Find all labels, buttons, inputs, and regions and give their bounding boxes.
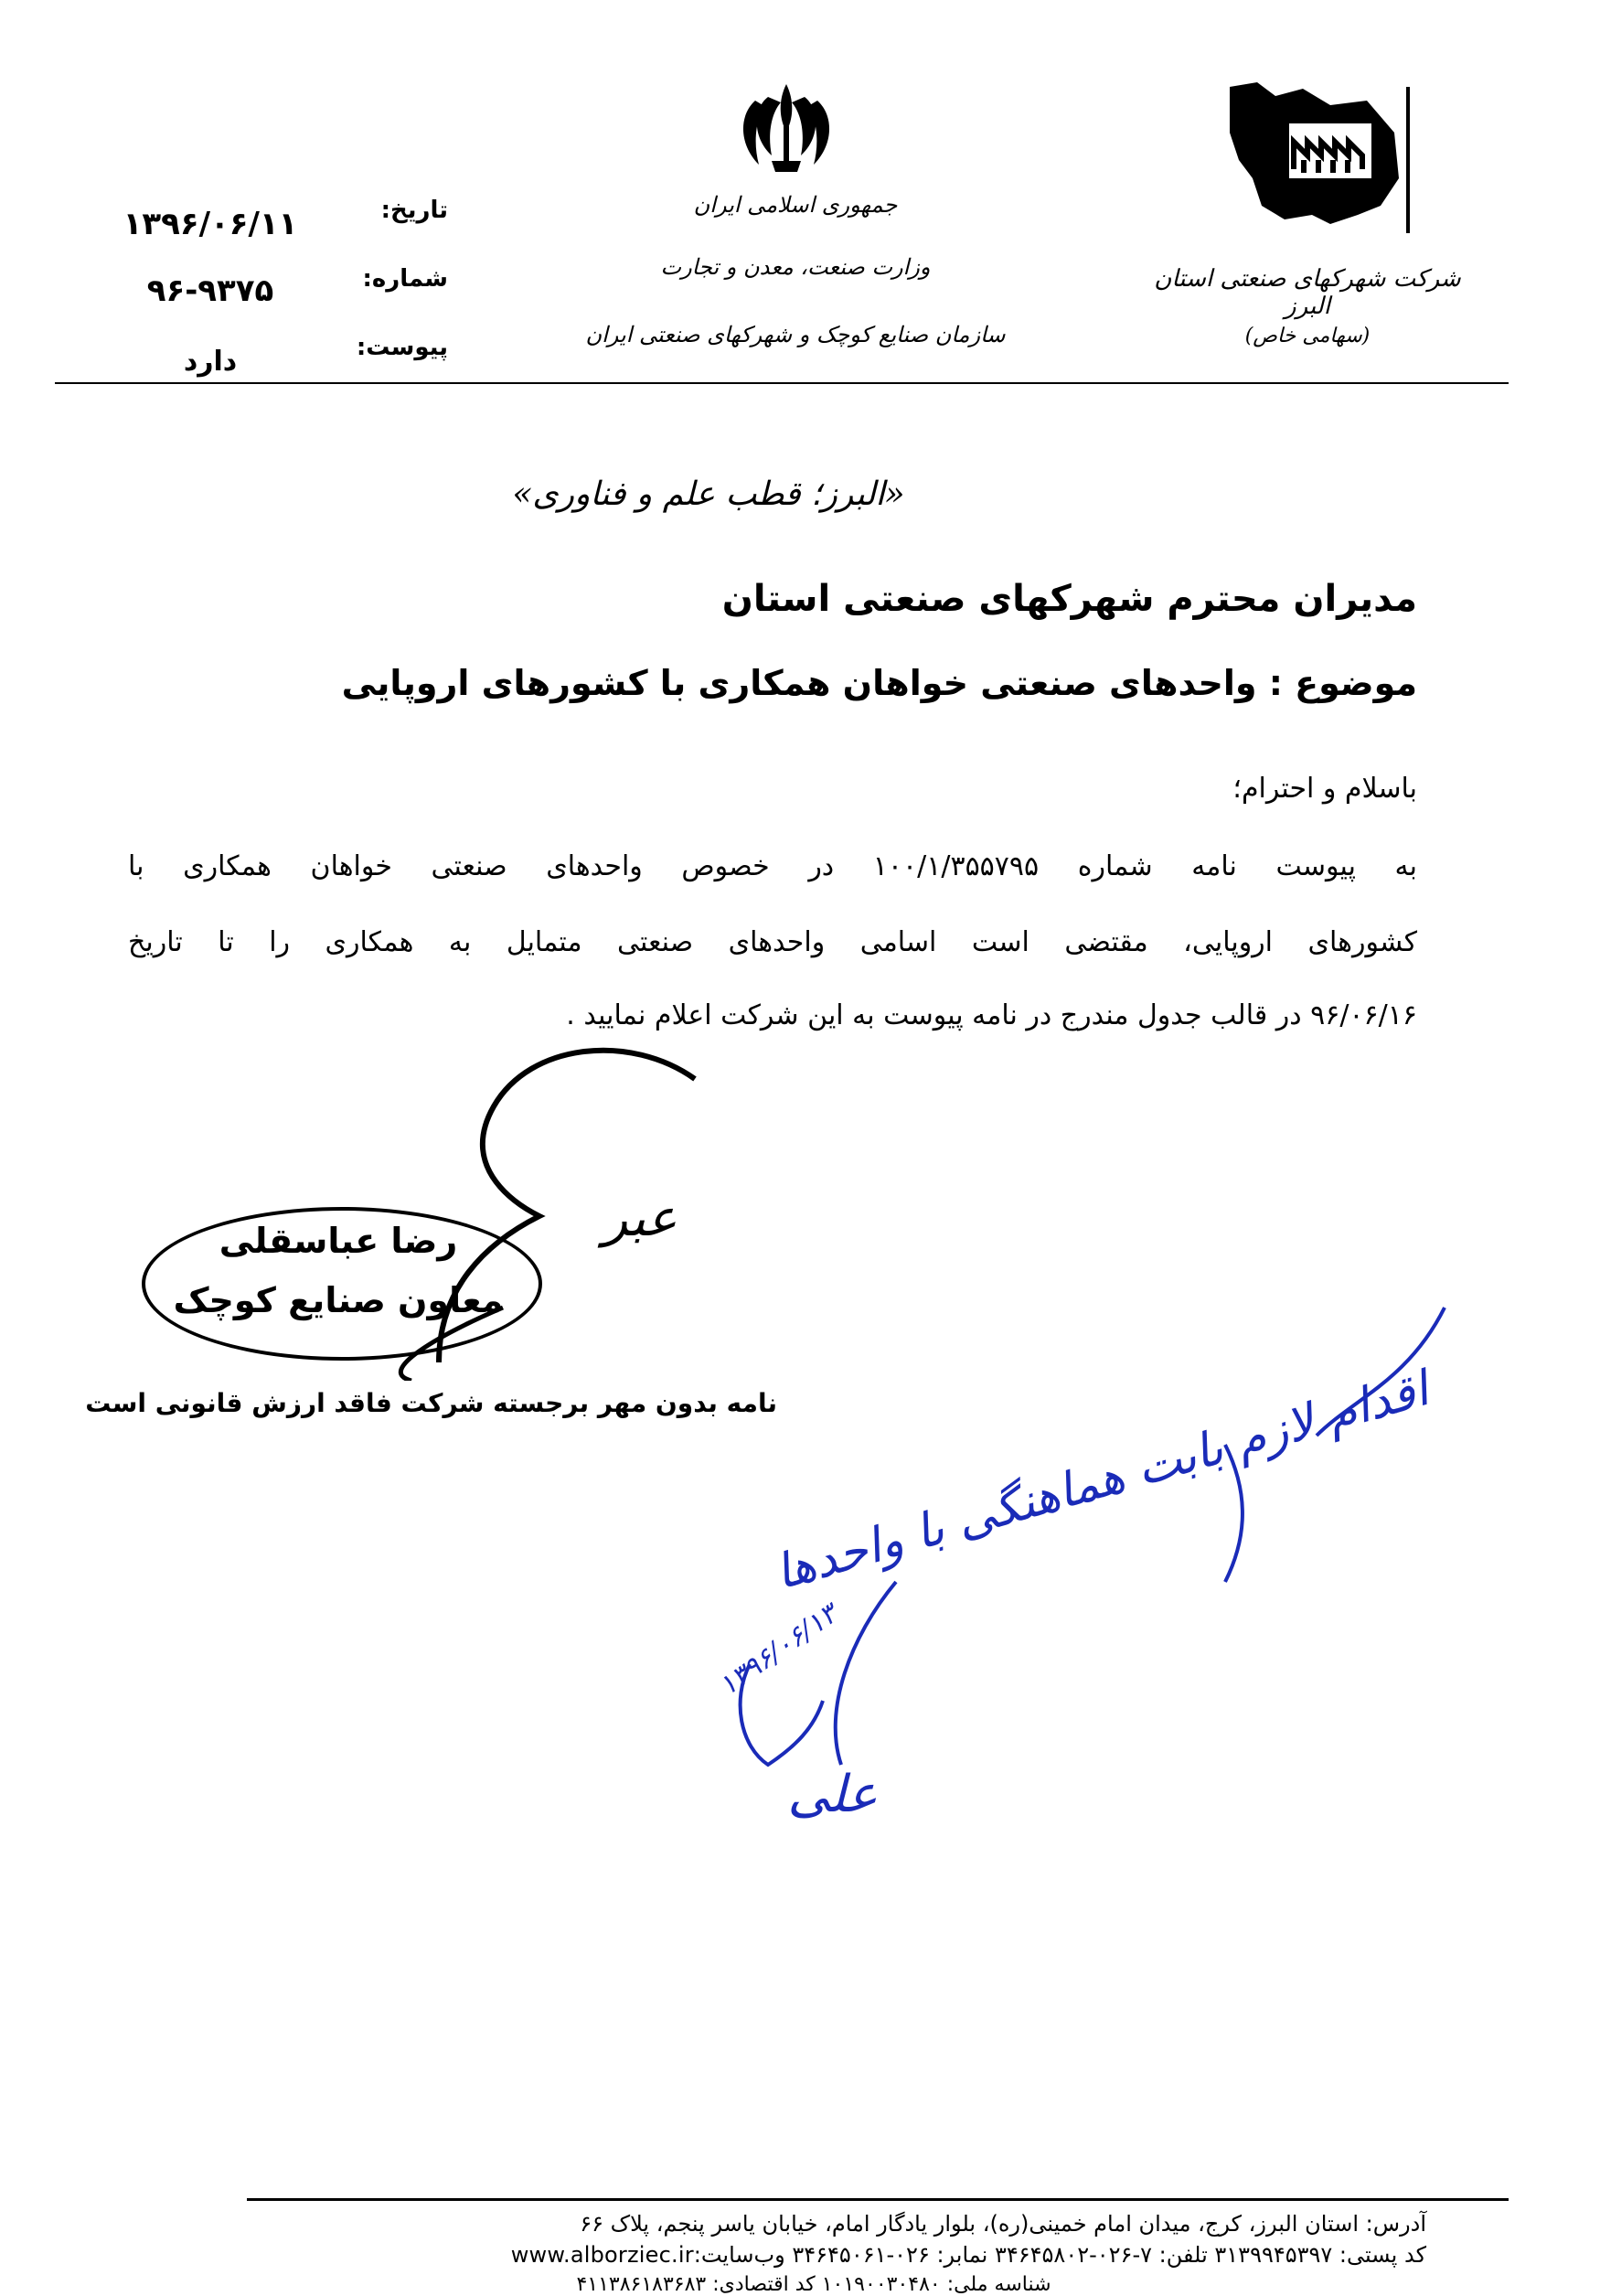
date-value: ۱۳۹۶/۰۶/۱۱ [123, 206, 298, 242]
body-line: کشورهای اروپایی، مقتضی است اسامی واحدهای صنعتی متمایل به همکاری را تا تاریخ [128, 926, 1417, 958]
body-line: به پیوست نامه شماره ۱۰۰/۱/۳۵۵۷۹۵ در خصوص واحدهای صنعتی خواهان همکاری با [128, 850, 1417, 882]
attachment-value: دارد [183, 346, 238, 378]
footer-ids: شناسه ملی: ۱۰۱۹۰۰۳۰۴۸۰ کد اقتصادی: ۴۱۱۳۸۶۱۸۳۶۸۳ [576, 2273, 1051, 2296]
handwritten-ink-strokes [713, 1271, 1481, 1783]
subject: موضوع : واحدهای صنعتی خواهان همکاری با کشورهای اروپایی [341, 663, 1417, 703]
handwritten-initials: علی [787, 1765, 878, 1824]
signature-initial: عبر [603, 1189, 677, 1248]
greeting: باسلام و احترام؛ [1232, 773, 1417, 805]
body-line: ۹۶/۰۶/۱۶ در قالب جدول مندرج در نامه پیوست به این شرکت اعلام نمایید . [566, 999, 1417, 1031]
stamp-title: معاون صنایع کوچک [173, 1280, 504, 1320]
gov-line-republic: جمهوری اسلامی ایران [693, 192, 898, 218]
date-label: تاریخ: [380, 197, 448, 224]
gov-line-ministry: وزارت صنعت، معدن و تجارت [660, 254, 931, 280]
stamp-validity-note: نامه بدون مهر برجسته شرکت فاقد ارزش قانونی است [85, 1388, 777, 1418]
company-logo-icon [1221, 78, 1417, 251]
company-type: (سهامی خاص) [1244, 325, 1371, 347]
stamp-name: رضا عباسقلی [219, 1221, 458, 1261]
handwritten-date: ۱۳۹۶/۰۶/۱۳ [712, 1597, 844, 1703]
number-value: ۹۶-۹۳۷۵ [146, 272, 274, 309]
company-name: شرکت شهرکهای صنعتی استان البرز [1154, 265, 1461, 320]
footer-address: آدرس: استان البرز، کرج، میدان امام خمینی(ره)، بلوار یادگار امام، خیابان یاسر پنجم، پلاک ۶۶ [580, 2211, 1426, 2237]
attachment-label: پیوست: [356, 334, 448, 361]
footer-contact: کد پستی: ۳۱۳۹۹۴۵۳۹۷ تلفن: ۷-۰۲۶-۳۴۶۴۵۸۰۲ نمابر: ۰۲۶-۳۴۶۴۵۰۶۱ وب‌سایت:www.alborziec.ir [510, 2242, 1426, 2268]
gov-line-organization: سازمان صنایع کوچک و شهرکهای صنعتی ایران [585, 322, 1006, 347]
handwritten-note: اقدام لازم بابت هماهنگی با واحدها [769, 1362, 1435, 1601]
iran-emblem-icon [731, 80, 841, 176]
recipient: مدیران محترم شهرکهای صنعتی استان [721, 578, 1417, 620]
motto: «البرز؛ قطب علم و فناوری» [512, 475, 905, 513]
number-label: شماره: [362, 265, 448, 293]
footer-divider [247, 2198, 1509, 2201]
header-divider [55, 382, 1509, 384]
